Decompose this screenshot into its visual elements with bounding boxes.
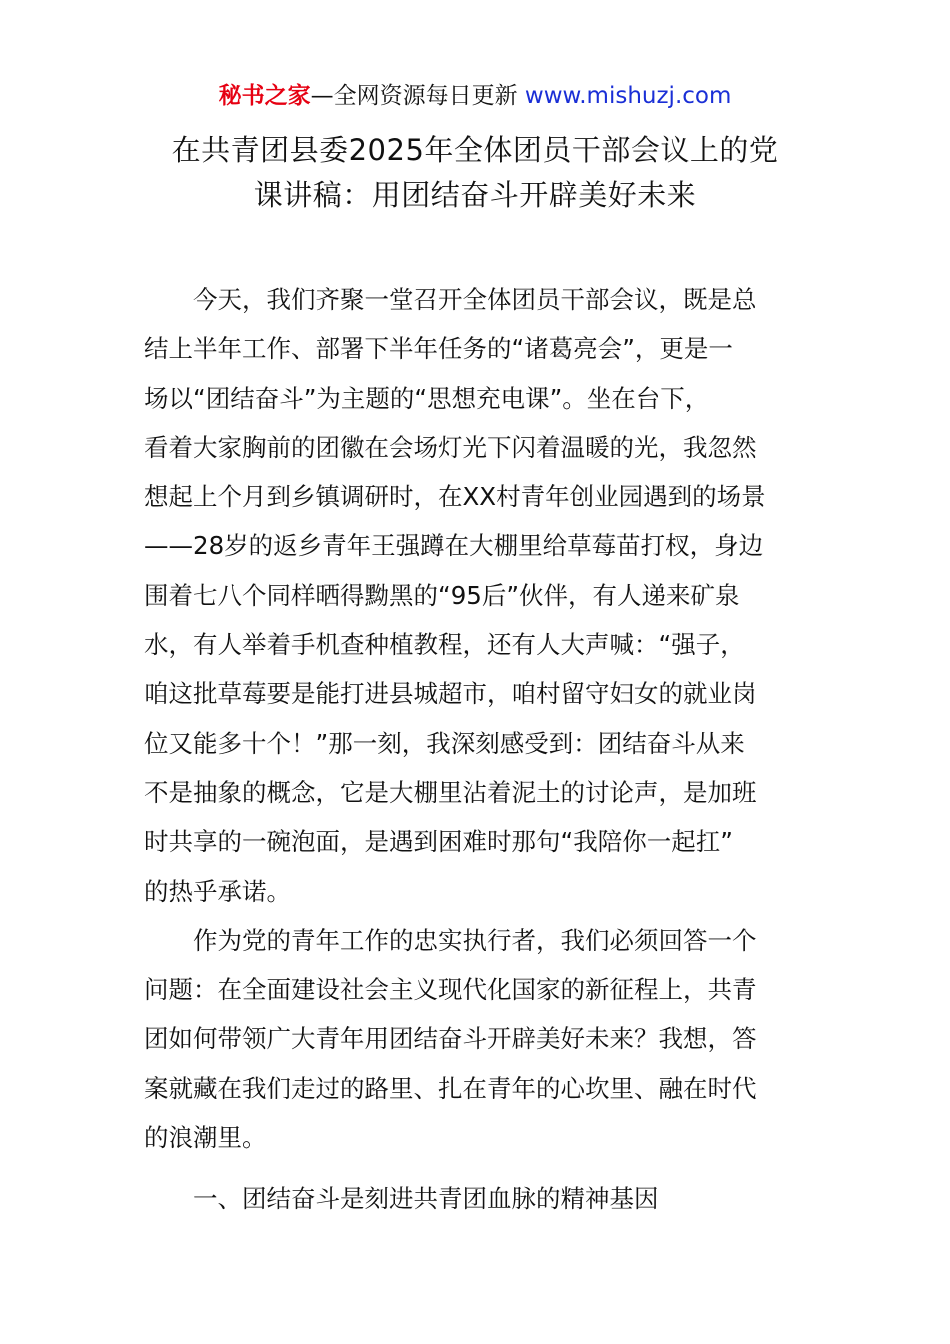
text-line: 围着七八个同样晒得黝黑的“95后”伙伴，有人递来矿泉: [144, 580, 740, 610]
text-line: 团如何带领广大青年用团结奋斗开辟美好未来？我想，答: [144, 1024, 757, 1054]
text-line: 案就藏在我们走过的路里、扎在青年的心坎里、融在时代: [144, 1073, 757, 1103]
text-line: 作为党的青年工作的忠实执行者，我们必须回答一个: [144, 925, 757, 955]
site-url-link[interactable]: www.mishuzj.com: [524, 83, 732, 109]
text-line: 今天，我们齐聚一堂召开全体团员干部会议，既是总: [144, 285, 757, 314]
text-line: 的浪潮里。: [144, 1123, 267, 1153]
text-line: 看着大家胸前的团徽在会场灯光下闪着温暖的光，我忽然: [144, 432, 757, 462]
text-line: 场以“团结奋斗”为主题的“思想充电课”。坐在台下，: [144, 383, 710, 413]
text-line: ——28岁的返乡青年王强蹲在大棚里给草莓苗打杈，身边: [144, 531, 764, 561]
text-line: 时共享的一碗泡面，是遇到困难时那句“我陪你一起扛”: [144, 827, 733, 857]
paragraph: [144, 275, 814, 916]
text-line: 位又能多十个！”那一刻，我深刻感受到：团结奋斗从来: [144, 728, 745, 758]
text-line: 不是抽象的概念，它是大棚里沾着泥土的讨论声，是加班: [144, 777, 757, 807]
site-slogan: —全网资源每日更新: [310, 83, 518, 109]
document-body: [144, 275, 814, 1224]
paragraph: [144, 916, 814, 1162]
text-line: 想起上个月到乡镇调研时，在XX村青年创业园遇到的场景: [144, 482, 766, 512]
text-line: 水，有人举着手机查种植教程，还有人大声喊：“强子，: [144, 630, 745, 660]
site-header: [0, 80, 950, 112]
section-heading: 一、团结奋斗是刻进共青团血脉的精神基因: [144, 1184, 659, 1214]
site-brand: 秘书之家: [218, 83, 311, 109]
title-line: 在共青团县委2025年全体团员干部会议上的党: [171, 133, 779, 167]
text-line: 问题：在全面建设社会主义现代化国家的新征程上，共青: [144, 975, 757, 1005]
text-line: 的热乎承诺。: [144, 876, 291, 906]
title-line: 课讲稿：用团结奋斗开辟美好未来: [253, 178, 697, 212]
text-line: 结上半年工作、部署下半年任务的“诸葛亮会”，更是一: [144, 334, 733, 364]
text-line: 咱这批草莓要是能打进县城超市，咱村留守妇女的就业岗: [144, 679, 757, 709]
document-title: [120, 128, 830, 218]
